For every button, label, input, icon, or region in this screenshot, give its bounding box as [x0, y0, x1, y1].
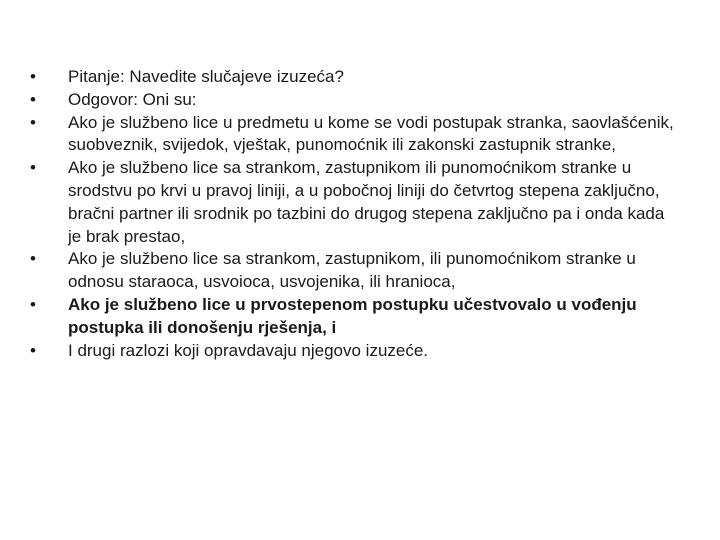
bullet-icon: •	[30, 67, 36, 86]
bullet-text: Ako je službeno lice sa strankom, zastupnikom, ili punomoćnikom stranke u odnosu staraoca, usvoioca, usvojenika, ili hranioca,	[68, 249, 636, 292]
list-item	[30, 66, 680, 89]
bullet-icon: •	[30, 158, 36, 178]
list-item	[30, 157, 680, 248]
bullet-text: Ako je službeno lice u prvostepenom postupku učestvovalo u vođenju postupka ili donošenju rješenja, i	[68, 294, 637, 337]
bullet-icon: •	[30, 89, 36, 109]
bullet-text: I drugi razlozi koji opravdavaju njegovo izuzeće.	[68, 340, 429, 360]
bullet-text: Pitanje: Navedite slučajeve izuzeća?	[68, 67, 344, 86]
bullet-list	[30, 66, 680, 362]
list-item-bold	[30, 294, 680, 340]
bullet-icon: •	[30, 294, 36, 314]
bullet-text: Ako je službeno lice sa strankom, zastupnikom ili punomoćnikom stranke u srodstvu po krvi u pravoj liniji, a u pobočnoj liniji do četvrtog stepena zaključno, bračni partner ili srodnik po tazbini do drugog stepena zaključno pa i onda kada je brak prestao,	[68, 158, 665, 246]
bullet-text: Odgovor: Oni su:	[68, 89, 197, 109]
list-item	[30, 112, 680, 158]
bullet-icon: •	[30, 112, 36, 132]
bullet-icon: •	[30, 249, 36, 269]
bullet-text: Ako je službeno lice u predmetu u kome se vodi postupak stranka, saovlašćenik, suobveznik, svijedok, vještak, punomoćnik ili zakonski zastupnik stranke,	[68, 112, 674, 155]
list-item	[30, 248, 680, 294]
list-item	[30, 89, 680, 112]
list-item	[30, 340, 680, 363]
bullet-icon: •	[30, 340, 36, 360]
